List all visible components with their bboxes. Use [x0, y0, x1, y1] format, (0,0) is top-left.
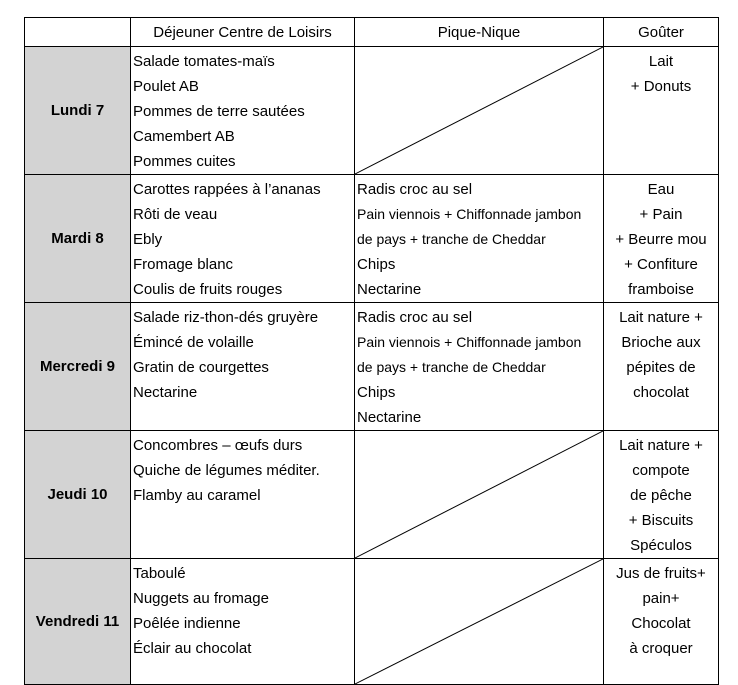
menu-item: Pain viennois + Chiffonnade jambon: [357, 206, 582, 222]
menu-item: Lait: [648, 53, 674, 70]
menu-item: chocolat: [633, 384, 689, 401]
empty-cell-diagonal: [355, 431, 603, 558]
menu-item: Pommes cuites: [133, 153, 236, 170]
dejeuner-cell: [131, 47, 355, 175]
table-row: [25, 303, 719, 431]
table-row: [25, 559, 719, 685]
table-row: [25, 431, 719, 559]
menu-item: Jus de fruits+: [616, 565, 706, 582]
menu-item: Nuggets au fromage: [133, 590, 269, 607]
menu-item: Chips: [357, 384, 396, 401]
menu-table: [24, 17, 719, 685]
menu-item: Spéculos: [630, 537, 692, 554]
piquenique-cell: [355, 559, 604, 685]
menu-item: Coulis de fruits rouges: [133, 281, 283, 298]
gouter-cell: [604, 303, 719, 431]
table-row: [25, 47, 719, 175]
menu-item: Lait nature +: [619, 437, 703, 454]
menu-item: Concombres – œufs durs: [133, 437, 303, 454]
piquenique-cell: [355, 431, 604, 559]
gouter-cell: [604, 47, 719, 175]
menu-item: Eau: [647, 181, 675, 198]
piquenique-cell: [355, 175, 604, 303]
day-label: Lundi 7: [25, 47, 131, 175]
menu-item: + Beurre mou: [615, 231, 707, 248]
menu-item: + Confiture: [624, 256, 698, 273]
day-label: Jeudi 10: [25, 431, 131, 559]
table-row: [25, 175, 719, 303]
dejeuner-cell: [131, 303, 355, 431]
menu-item: de pays + tranche de Cheddar: [357, 231, 546, 247]
gouter-cell: [604, 559, 719, 685]
menu-item: Taboulé: [133, 565, 186, 582]
menu-item: de pêche: [630, 487, 692, 504]
menu-item: Émincé de volaille: [133, 334, 254, 351]
menu-item: Nectarine: [357, 409, 422, 426]
menu-item: Carottes rappées à l’ananas: [133, 181, 321, 198]
menu-item: Poulet AB: [133, 78, 199, 95]
menu-item: + Pain: [639, 206, 683, 223]
menu-item: + Biscuits: [628, 512, 694, 529]
header-row: [25, 18, 719, 47]
menu-item: Salade tomates-maïs: [133, 53, 275, 70]
menu-item: Chips: [357, 256, 396, 273]
header-day: [25, 18, 131, 47]
menu-item: Camembert AB: [133, 128, 235, 145]
menu-item: Éclair au chocolat: [133, 640, 252, 657]
menu-item: Rôti de veau: [133, 206, 218, 223]
menu-item: Nectarine: [357, 281, 422, 298]
gouter-cell: [604, 431, 719, 559]
menu-item: pain+: [642, 590, 680, 607]
menu-item: pépites de: [626, 359, 696, 376]
dejeuner-cell: [131, 559, 355, 685]
menu-item: Radis croc au sel: [357, 181, 473, 198]
menu-item: framboise: [628, 281, 694, 298]
piquenique-cell: [355, 47, 604, 175]
menu-item: Gratin de courgettes: [133, 359, 269, 376]
header-gouter: Goûter: [604, 18, 719, 47]
menu-item: Flamby au caramel: [133, 487, 261, 504]
menu-item: Salade riz-thon-dés gruyère: [133, 309, 319, 326]
menu-item: Pain viennois + Chiffonnade jambon: [357, 334, 582, 350]
piquenique-cell: [355, 303, 604, 431]
menu-item: Brioche aux: [621, 334, 701, 351]
day-label: Vendredi 11: [25, 559, 131, 685]
menu-item: à croquer: [629, 640, 693, 657]
empty-cell-diagonal: [355, 47, 603, 174]
day-label: Mercredi 9: [25, 303, 131, 431]
day-label: Mardi 8: [25, 175, 131, 303]
menu-item: Fromage blanc: [133, 256, 234, 273]
menu-item: + Donuts: [630, 78, 692, 95]
menu-body: [25, 47, 719, 685]
menu-item: compote: [632, 462, 690, 479]
header-dejeuner: Déjeuner Centre de Loisirs: [131, 18, 355, 47]
menu-item: Chocolat: [631, 615, 691, 632]
menu-item: Radis croc au sel: [357, 309, 473, 326]
menu-item: Quiche de légumes méditer.: [133, 462, 320, 479]
menu-item: de pays + tranche de Cheddar: [357, 359, 546, 375]
empty-cell-diagonal: [355, 559, 603, 684]
menu-item: Lait nature +: [619, 309, 703, 326]
menu-item: Pommes de terre sautées: [133, 103, 305, 120]
menu-item: Ebly: [133, 231, 163, 248]
dejeuner-cell: [131, 431, 355, 559]
gouter-cell: [604, 175, 719, 303]
menu-item: Nectarine: [133, 384, 198, 401]
header-piquenique: Pique-Nique: [355, 18, 604, 47]
dejeuner-cell: [131, 175, 355, 303]
menu-item: Poêlée indienne: [133, 615, 241, 632]
